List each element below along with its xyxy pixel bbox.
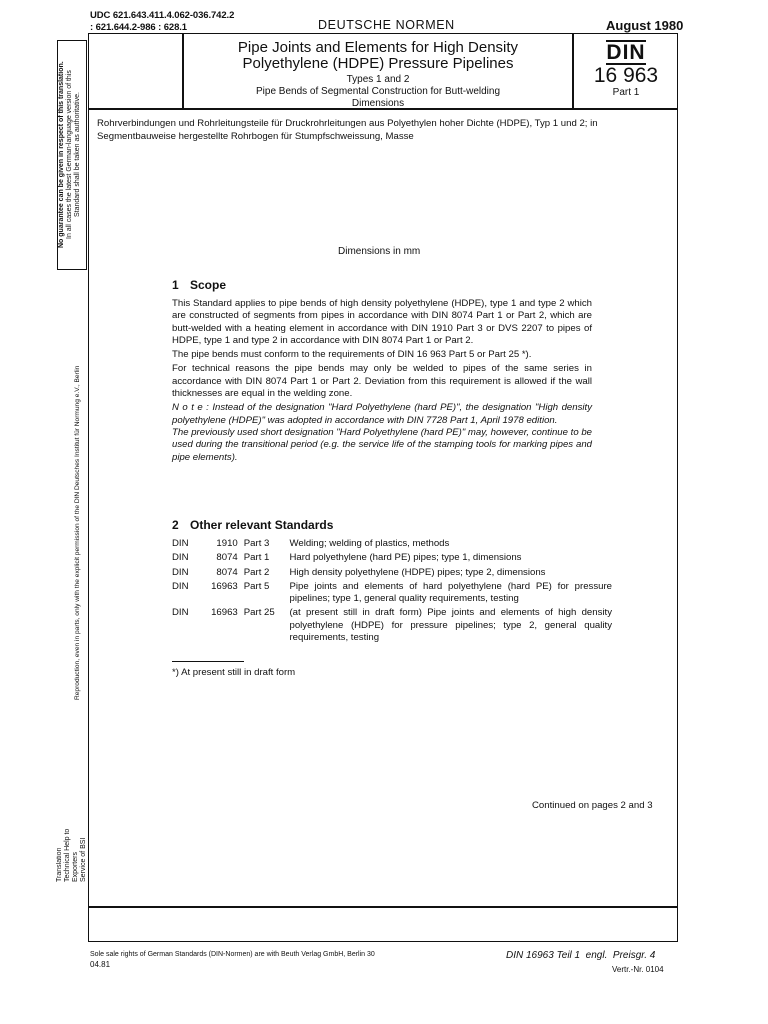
din-logo: DIN (606, 41, 646, 64)
sale-rights: Sole sale rights of German Standards (DIN-Normen) are with Beuth Verlag GmbH, Berlin 30 (90, 951, 375, 958)
title-line-1: Pipe Joints and Elements for High Density (237, 39, 519, 56)
din-part: Part 1 (612, 87, 640, 98)
part-cell: Part 2 (243, 566, 270, 578)
continued-note: Continued on pages 2 and 3 (532, 800, 653, 811)
vertr-number: Vertr.-Nr. 0104 (612, 965, 664, 974)
standards-table (172, 538, 612, 646)
table-row (172, 607, 612, 646)
section-1-title: Scope (190, 278, 227, 292)
guarantee-line-2: In all cases the latest German-language version of this (66, 70, 73, 240)
table-row (172, 567, 612, 581)
guarantee-line-3: Standard shall be taken as authoritative. (74, 92, 81, 218)
section-scope (172, 278, 592, 466)
table-row (172, 538, 612, 552)
din-cell: DIN (172, 566, 189, 578)
german-title: Rohrverbindungen und Rohrleitungsteile für Druckrohrleitungen aus Polyethylen hoher Dichte (HDPE), Typ 1 und 2; in Segmentbauweise hergestellte Rohrbogen für Stumpfschweissung, Masse (97, 118, 598, 142)
udc-line-2: : 621.644.2-986 : 628.1 (90, 22, 187, 33)
din-cell: DIN (172, 552, 189, 564)
din-reference: DIN 16963 Teil 1 engl. Preisgr. 4 (506, 950, 656, 961)
scope-paragraph-1: This Standard applies to pipe bends of high density polyethylene (HDPE), type 1 and type 2 which are constructed of segments from pipes in accordance with DIN 8074 Part 1 or Part 2, which are butt-welded with a heating element in accordance with DIN 1910 Part 3 or DVS 2207 to pipes of HDPE, type 1 and type 2 in accordance with DIN 8074 Part 1 or Part 2. (172, 298, 592, 346)
number-cell: 8074 (216, 552, 238, 564)
section-1-body (172, 298, 592, 464)
din-cell: DIN (172, 580, 189, 592)
note-text: Instead of the designation "Hard Polyethylene (hard PE)", the designation "High density polyethylene (HDPE)" was adopted in accordance with DIN 7728 Part 1, April 1978 edition. (172, 402, 592, 426)
title-right-divider (572, 33, 574, 109)
note-label: N o t e : (172, 402, 209, 414)
udc-line-1: UDC 621.643.411.4.062-036.742.2 (90, 10, 235, 21)
scope-note (172, 402, 592, 427)
section-1-number: 1 (172, 278, 179, 292)
scope-paragraph-2: The pipe bends must conform to the requirements of DIN 16 963 Part 5 or Part 25 *). (172, 349, 532, 361)
number-cell: 8074 (216, 566, 238, 578)
dimensions-note: Dimensions in mm (338, 246, 421, 257)
standards-series: DEUTSCHE NORMEN (318, 18, 455, 32)
section-other-standards (172, 518, 612, 646)
title-cell: High density polyethylene (HDPE) pipes; type 2, dimensions (289, 566, 546, 578)
translation-line-1: Translation (56, 847, 63, 882)
din-box (576, 40, 676, 98)
section-1-heading (172, 278, 592, 292)
translation-line-2: Technical Help to Exporters (64, 828, 79, 882)
footer-code: 04.81 (90, 960, 111, 969)
translation-notice (56, 802, 88, 882)
part-cell: Part 3 (243, 538, 270, 549)
din-cell: DIN (172, 538, 189, 549)
title-block (184, 40, 572, 110)
title-line-2: Polyethylene (HDPE) Pressure Pipelines (242, 55, 514, 72)
bottom-strip-divider (88, 906, 678, 908)
translation-line-3: Service of BSI (80, 837, 87, 882)
table-row (172, 552, 612, 566)
guarantee-notice (57, 40, 87, 270)
section-2-heading (172, 518, 612, 532)
section-2-number: 2 (172, 518, 179, 532)
number-cell: 1910 (216, 538, 238, 549)
title-cell: Pipe joints and elements of hard polyethylene (hard PE) for pressure pipelines; type 1, general quality requirements, testing (289, 580, 612, 605)
title-cell: (at present still in draft form) Pipe joints and elements of high density polyethylene (HDPE) for pressure pipelines; type 2, general quality requirements, testing (289, 607, 612, 644)
part-cell: Part 5 (243, 580, 270, 592)
din-number: 16 963 (593, 64, 659, 87)
title-line-3: Types 1 and 2 (346, 74, 410, 85)
din-cell: DIN (172, 607, 189, 619)
title-cell: Welding; welding of plastics, methods (289, 538, 450, 549)
din-logo-wrap (606, 40, 645, 65)
number-cell: 16963 (211, 607, 238, 619)
title-line-5: Dimensions (351, 98, 405, 109)
footnote: *) At present still in draft form (172, 667, 296, 678)
number-cell: 16963 (211, 580, 238, 592)
title-line-4: Pipe Bends of Segmental Construction for Butt-welding (255, 86, 501, 97)
scope-paragraph-3: For technical reasons the pipe bends may only be welded to pipes of the same series in accordance with DIN 8074 Part 1 or Part 2. Deviation from this requirement is allowed if the wall thicknesses are equal in the welding zone. (172, 363, 592, 400)
footnote-rule (172, 661, 244, 662)
section-2-title: Other relevant Standards (190, 518, 334, 532)
part-cell: Part 25 (243, 607, 275, 619)
scope-paragraph-4: The previously used short designation "Hard Polyethylene (hard PE)" may, however, continue to be used during the transitional period (e.g. the service life of the stamping tools for marking pipes and pipe elements). (172, 426, 592, 463)
title-cell: Hard polyethylene (hard PE) pipes; type 1, dimensions (289, 552, 522, 564)
reproduction-notice: Reproduction, even in parts, only with the explicit permission of the DIN Deutsches Institut für Normung e.V., Berlin (74, 365, 81, 700)
guarantee-line-1: No guarantee can be given in respect of this translation. (58, 61, 65, 249)
table-row (172, 581, 612, 608)
part-cell: Part 1 (243, 552, 270, 564)
issue-date: August 1980 (606, 18, 684, 33)
